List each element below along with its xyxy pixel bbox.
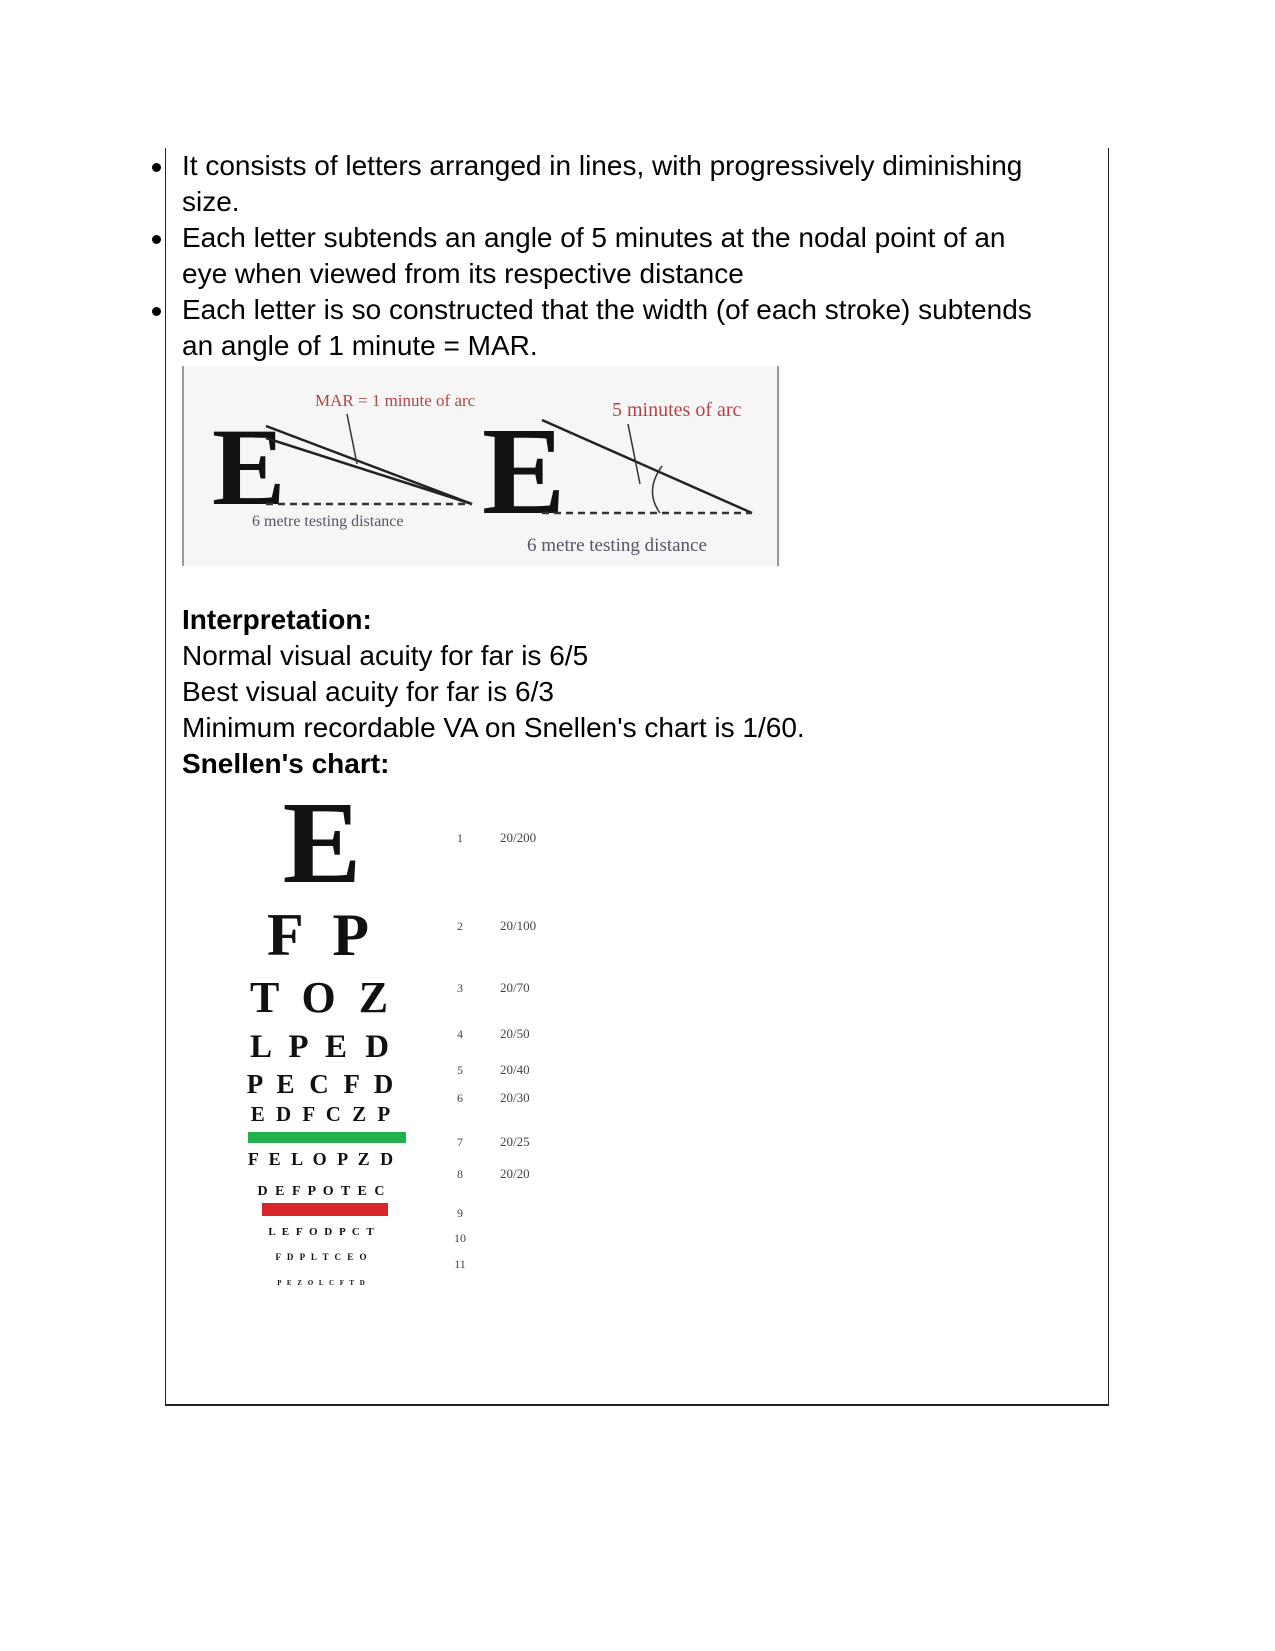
snellen-row-number: 6	[457, 1091, 463, 1105]
green-threshold-bar	[248, 1132, 406, 1143]
interpretation-line: Best visual acuity for far is 6/3	[182, 676, 554, 707]
list-item-line: It consists of letters arranged in lines, with progressively diminishing	[182, 150, 1023, 181]
snellen-row-number: 9	[457, 1206, 463, 1220]
snellen-row-letters: D E F P O T E C	[257, 1184, 387, 1199]
snellen-row-letters: T O Z	[249, 973, 395, 1022]
snellen-row-acuity: 20/30	[500, 1090, 530, 1105]
snellen-chart	[182, 790, 722, 1330]
mar-diagram	[182, 366, 780, 566]
snellen-row-letters: F P	[266, 902, 378, 968]
snellen-row-acuity: 20/200	[500, 830, 537, 845]
left-distance-label: 6 metre testing distance	[252, 513, 404, 530]
snellen-row-number: 1	[457, 831, 463, 845]
snellen-row-letters: E	[282, 790, 362, 908]
snellen-row-number: 7	[457, 1135, 463, 1149]
snellen-row-letters: E D F C Z P	[250, 1102, 394, 1126]
list-item	[182, 292, 1097, 364]
snellen-row-number: 10	[454, 1231, 466, 1245]
snellen-row-number: 2	[457, 919, 463, 933]
left-arc-label: MAR = 1 minute of arc	[315, 391, 476, 410]
snellen-row-acuity: 20/20	[500, 1166, 530, 1181]
list-item	[182, 148, 1097, 220]
list-item-line: eye when viewed from its respective distance	[182, 258, 744, 289]
snellen-heading: Snellen's chart:	[182, 748, 390, 779]
snellen-row-acuity: 20/50	[500, 1026, 530, 1041]
snellen-row-acuity: 20/70	[500, 980, 530, 995]
left-e-letter: E	[212, 406, 286, 528]
snellen-row-number: 3	[457, 981, 463, 995]
list-item-line: Each letter is so constructed that the width (of each stroke) subtends	[182, 294, 1032, 325]
interpretation-line: Minimum recordable VA on Snellen's chart is 1/60.	[182, 712, 805, 743]
snellen-row-letters: L P E D	[249, 1029, 395, 1065]
red-threshold-bar	[262, 1203, 388, 1216]
snellen-row-number: 11	[454, 1257, 466, 1271]
list-item	[182, 220, 1097, 292]
snellen-row-number: 8	[457, 1167, 463, 1181]
snellen-row-letters: P E C F D	[246, 1069, 398, 1099]
bullet-dot	[152, 163, 161, 172]
right-distance-label: 6 metre testing distance	[527, 535, 707, 556]
snellen-row-letters: L E F O D P C T	[268, 1226, 376, 1238]
list-item-line: an angle of 1 minute = MAR.	[182, 330, 538, 361]
bullet-dot	[152, 235, 161, 244]
snellen-row-acuity: 20/25	[500, 1134, 530, 1149]
right-arc-label: 5 minutes of arc	[612, 399, 742, 421]
list-item-line: Each letter subtends an angle of 5 minutes at the nodal point of an	[182, 222, 1006, 253]
snellen-row-letters: P E Z O L C F T D	[277, 1279, 367, 1287]
snellen-row-number: 5	[457, 1063, 463, 1077]
snellen-row-letters: F E L O P Z D	[247, 1149, 397, 1169]
right-e-letter: E	[482, 403, 566, 541]
interpretation-line: Normal visual acuity for far is 6/5	[182, 640, 589, 671]
list-item-line: size.	[182, 186, 240, 217]
bullet-dot	[152, 307, 161, 316]
snellen-row-acuity: 20/100	[500, 918, 537, 933]
interpretation-heading: Interpretation:	[182, 604, 372, 635]
snellen-row-number: 4	[457, 1027, 463, 1041]
snellen-row-letters: F D P L T C E O	[275, 1252, 369, 1262]
snellen-row-acuity: 20/40	[500, 1062, 530, 1077]
